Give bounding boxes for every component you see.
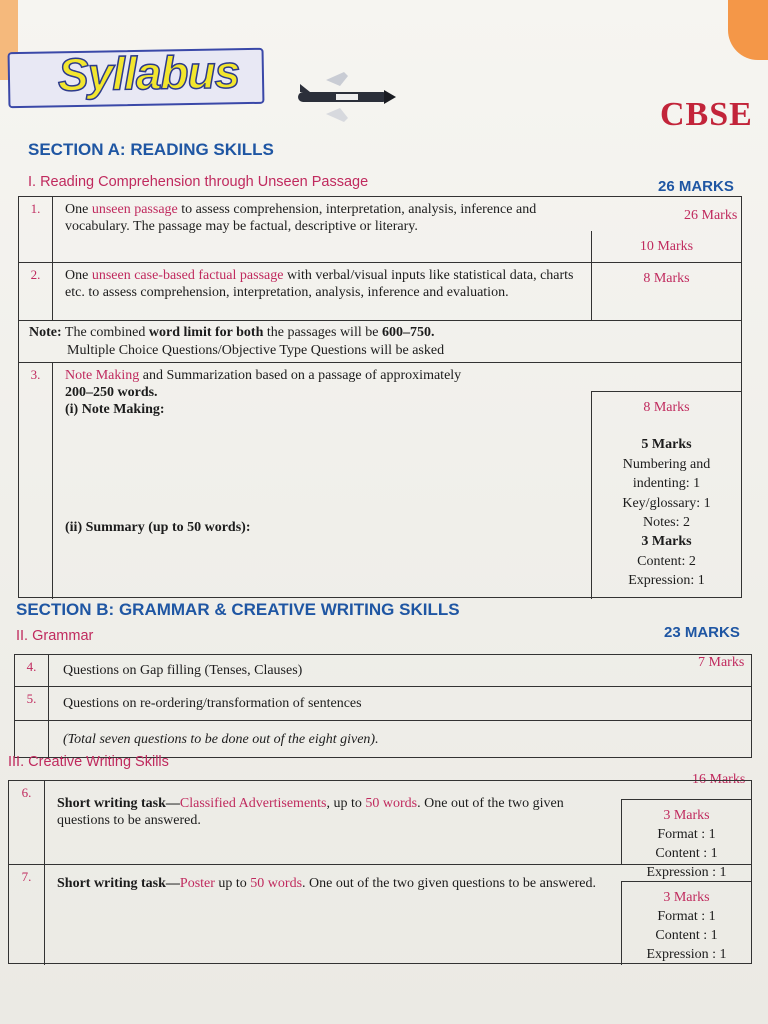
airplane-icon [296,72,400,122]
grammar-note: (Total seven questions to be done out of the eight given). [63,732,379,747]
row-marks-breakdown: 3 Marks Format : 1 Content : 1 Expression : 1 [621,799,751,864]
row-marks: 8 Marks [591,263,741,320]
row-description: One unseen case-based factual passage with verbal/visual inputs like statistical data, charts etc. to assess comprehension, interpretation, analysis, inference and evaluation. [65,268,574,300]
section-a-title: SECTION A: READING SKILLS [28,140,274,159]
table-row [19,363,741,599]
table-row [15,655,751,687]
row-description: Short writing task—Poster up to 50 words. One out of the two given questions to be answered. [57,876,596,891]
section-a-sub-marks: 26 Marks [684,208,738,223]
note-line-2: Multiple Choice Questions/Objective Type Questions will be asked [67,343,445,358]
note-row [19,321,741,363]
row-marks-breakdown: 3 Marks Format : 1 Content : 1 Expression : 1 [621,881,751,965]
grammar-title: II. Grammar [16,628,94,644]
creative-writing-title: III. Creative Writing Skills [8,754,169,770]
row-number: 2. [19,263,53,320]
creative-writing-marks: 16 Marks [692,772,746,787]
row-description: Note Making and Summarization based on a passage of approximately 200–250 words. (i) Note Making: [65,368,462,417]
section-b-total-marks: 23 MARKS [664,624,740,641]
table-row [15,687,751,721]
row-number: 7. [9,865,45,965]
row-number: 3. [19,363,53,599]
table-row [19,263,741,321]
decorative-corner [728,0,768,60]
table-row [9,781,751,880]
grammar-marks: 7 Marks [698,655,745,670]
section-a-part-title: I. Reading Comprehension through Unseen Passage [28,174,369,190]
row-description: One unseen passage to assess comprehension, interpretation, analysis, inference and vocabulary. The passage may be factual, descriptive or literary. [65,202,537,234]
summary-label: (ii) Summary (up to 50 words): [65,520,251,535]
row-description: Questions on Gap filling (Tenses, Clauses) [63,663,303,678]
row-description: Short writing task—Classified Advertisements, up to 50 words. One out of the two given questions to be answered. [57,796,564,828]
section-b-title: SECTION B: GRAMMAR & CREATIVE WRITING SKILLS [16,600,460,619]
section-a-total-marks: 26 MARKS [658,178,734,195]
row-description: Questions on re-ordering/transformation of sentences [63,696,362,711]
banner-title: Syllabus [57,45,240,101]
creative-writing-table [8,780,752,964]
row-number: 4. [15,655,49,686]
board-name: CBSE [660,96,753,133]
grammar-table [14,654,752,758]
row-number: 6. [9,781,45,864]
note-text: Note: The combined word limit for both the passages will be 600–750. [29,325,435,340]
note-making-label: (i) Note Making: [65,402,165,417]
row-number: 5. [15,687,49,720]
reading-skills-table [18,196,742,598]
row-marks: 10 Marks [591,231,741,262]
table-row [19,197,741,263]
table-row [9,865,751,965]
row-marks-breakdown: 8 Marks 5 Marks Numbering and indenting: 1 Key/glossary: 1 Notes: 2 3 Marks Content: 2 Expression: 1 [591,391,741,599]
row-number: 1. [19,197,53,262]
